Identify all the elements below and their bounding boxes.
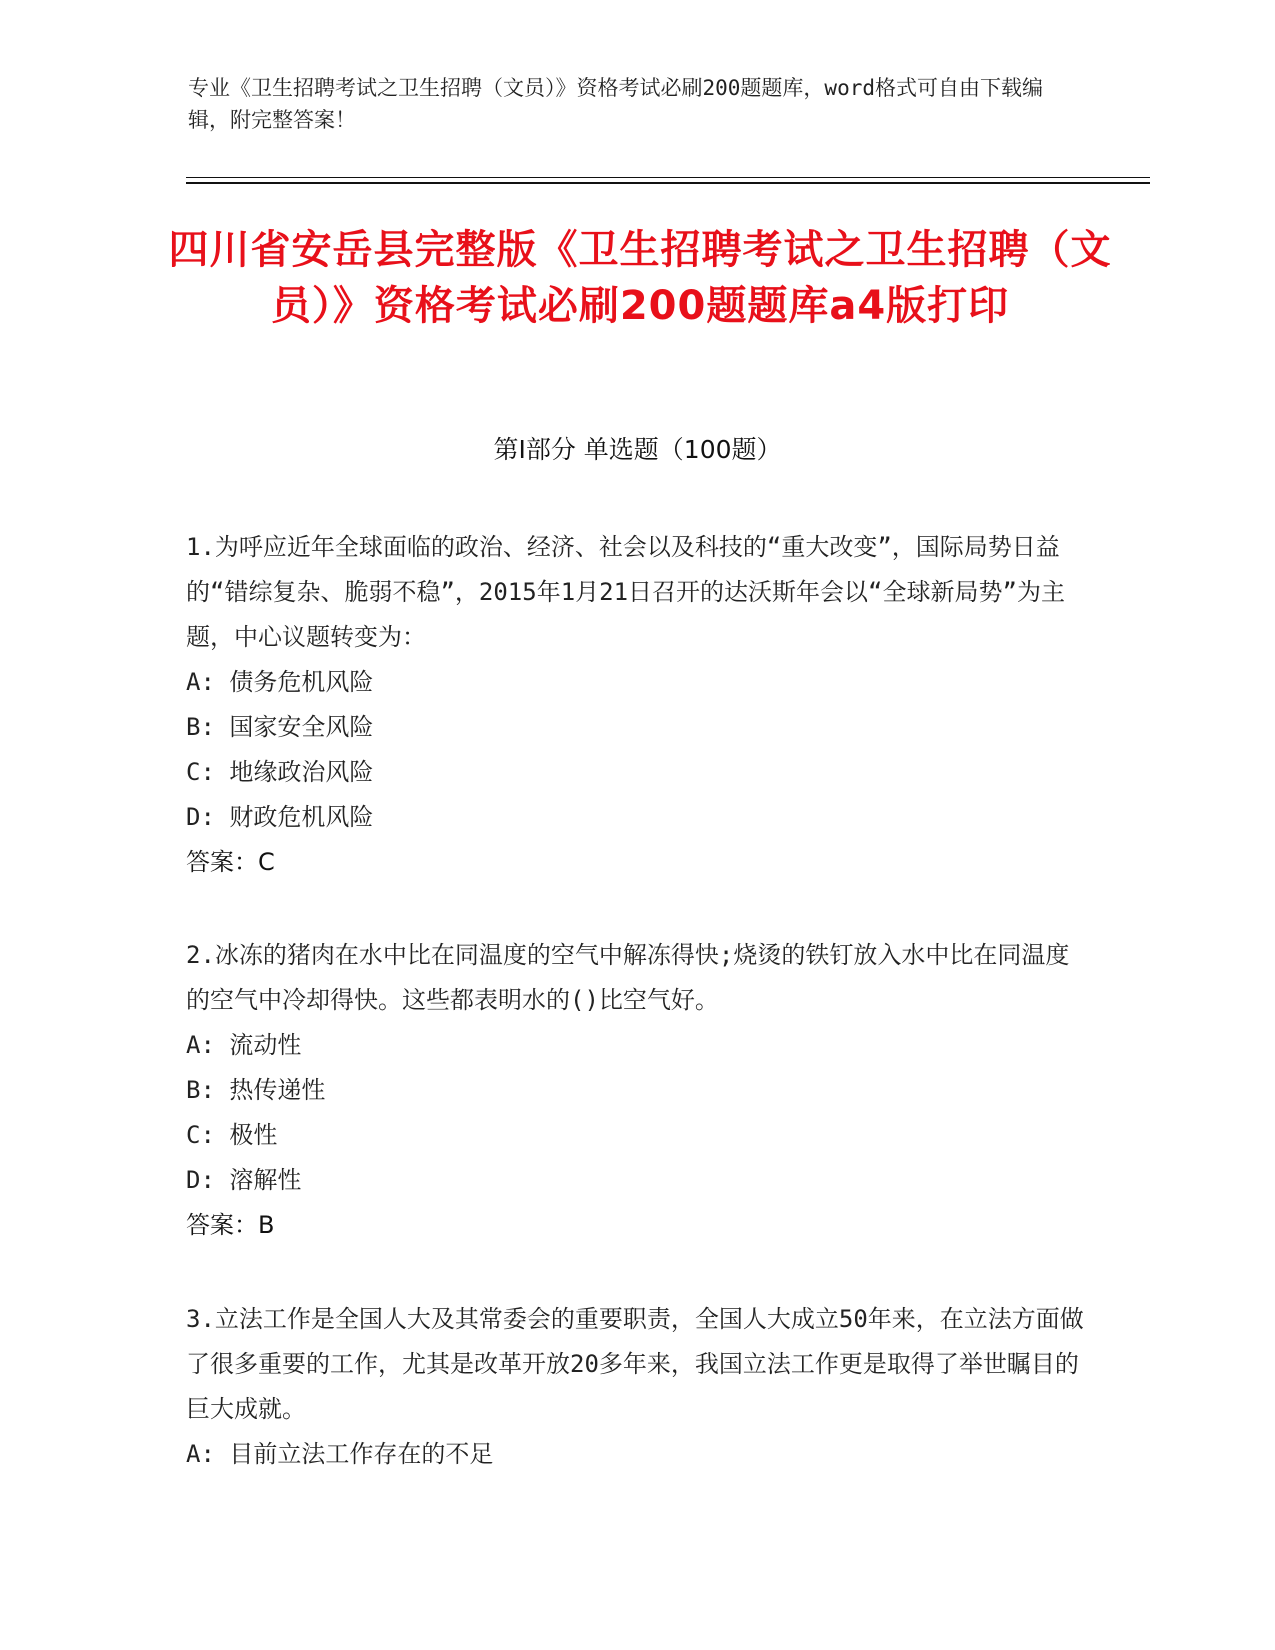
question-stem: 2.冰冻的猪肉在水中比在同温度的空气中解冻得快;烧烫的铁钉放入水中比在同温度的空气中冷却得快。这些都表明水的()比空气好。 — [186, 941, 1070, 1014]
option-a: A: 债务危机风险 — [186, 668, 374, 696]
question-3 — [186, 1297, 1086, 1477]
header-divider-thick — [186, 182, 1150, 184]
option-a: A: 目前立法工作存在的不足 — [186, 1440, 494, 1468]
question-2 — [186, 933, 1086, 1248]
option-a: A: 流动性 — [186, 1031, 302, 1059]
document-title: 四川省安岳县完整版《卫生招聘考试之卫生招聘（文员）》资格考试必刷200题题库a4版打印 — [168, 227, 1112, 329]
option-d: D: 财政危机风险 — [186, 803, 374, 831]
question-1 — [186, 525, 1086, 885]
option-c: C: 极性 — [186, 1121, 278, 1149]
answer: 答案：C — [186, 848, 275, 876]
option-b: B: 热传递性 — [186, 1076, 326, 1104]
option-b: B: 国家安全风险 — [186, 713, 374, 741]
section-title: 第Ⅰ部分 单选题（100题） — [493, 435, 782, 464]
question-stem: 3.立法工作是全国人大及其常委会的重要职责，全国人大成立50年来，在立法方面做了很多重要的工作，尤其是改革开放20多年来，我国立法工作更是取得了举世瞩目的巨大成就。 — [186, 1305, 1084, 1423]
option-c: C: 地缘政治风险 — [186, 758, 374, 786]
answer: 答案：B — [186, 1211, 275, 1239]
header-note: 专业《卫生招聘考试之卫生招聘（文员）》资格考试必刷200题题库，word格式可自由下载编辑，附完整答案！ — [188, 76, 1043, 132]
question-stem: 1.为呼应近年全球面临的政治、经济、社会以及科技的“重大改变”，国际局势日益的“错综复杂、脆弱不稳”，2015年1月21日召开的达沃斯年会以“全球新局势”为主题，中心议题转变为： — [186, 533, 1065, 651]
header-divider-thin — [186, 177, 1150, 178]
option-d: D: 溶解性 — [186, 1166, 302, 1194]
